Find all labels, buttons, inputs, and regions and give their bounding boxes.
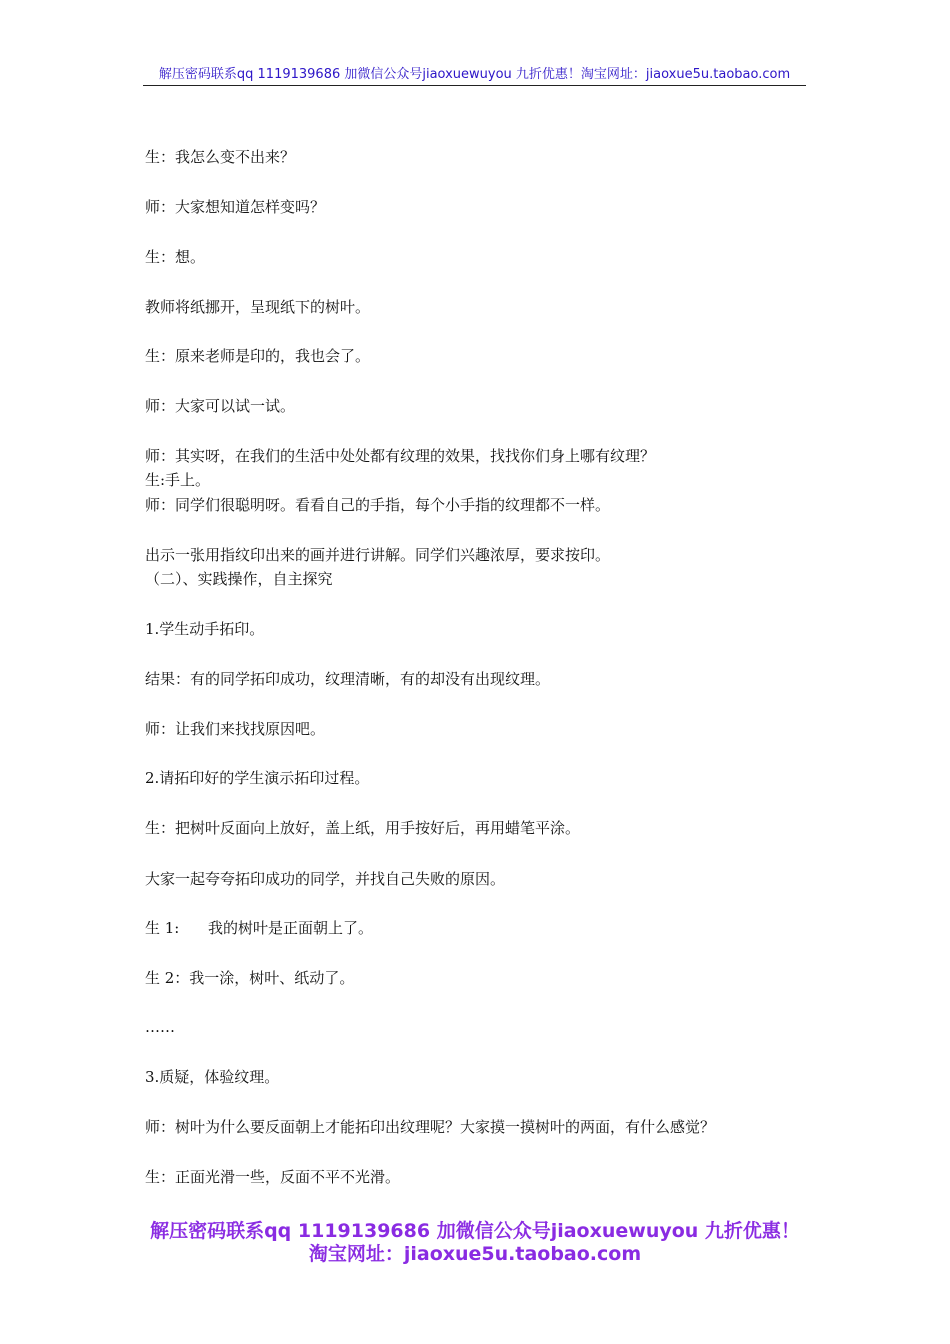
page-header: 解压密码联系qq 1119139686 加微信公众号jiaoxuewuyou 九折优惠！淘宝网址：jiaoxue5u.taobao.com bbox=[143, 66, 806, 86]
ellipsis-line: …… bbox=[145, 1018, 175, 1036]
body-line-6: 师：大家可以试一试。 bbox=[145, 397, 296, 415]
body-line-16: 生：把树叶反面向上放好，盖上纸，用手按好后，再用蜡笔平涂。 bbox=[145, 819, 581, 837]
section-heading-2: （二）、实践操作，自主探究 bbox=[145, 570, 333, 588]
body-line-3: 生：想。 bbox=[145, 248, 206, 266]
body-line-4: 教师将纸挪开，呈现纸下的树叶。 bbox=[145, 298, 371, 316]
body-line-23: 生：正面光滑一些，反面不平不光滑。 bbox=[145, 1168, 401, 1186]
body-line-21: 3.质疑，体验纹理。 bbox=[145, 1068, 280, 1086]
body-line-10: 出示一张用指纹印出来的画并进行讲解。同学们兴趣浓厚，要求按印。 bbox=[145, 546, 611, 564]
body-line-15: 2.请拓印好的学生演示拓印过程。 bbox=[145, 769, 370, 787]
body-line-8: 生:手上。 bbox=[145, 471, 211, 489]
footer-line-1: 解压密码联系qq 1119139686 加微信公众号jiaoxuewuyou 九折优惠！ bbox=[150, 1220, 800, 1242]
body-line-5: 生：原来老师是印的，我也会了。 bbox=[145, 347, 371, 365]
body-line-13: 结果：有的同学拓印成功，纹理清晰，有的却没有出现纹理。 bbox=[145, 670, 551, 688]
body-line-18: 生 1: 我的树叶是正面朝上了。 bbox=[145, 919, 373, 937]
body-line-2: 师：大家想知道怎样变吗？ bbox=[145, 198, 326, 216]
body-line-9: 师：同学们很聪明呀。看看自己的手指，每个小手指的纹理都不一样。 bbox=[145, 496, 611, 514]
body-line-14: 师：让我们来找找原因吧。 bbox=[145, 720, 326, 738]
body-line-7: 师：其实呀，在我们的生活中处处都有纹理的效果，找找你们身上哪有纹理？ bbox=[145, 447, 656, 465]
body-line-17: 大家一起夸夸拓印成功的同学，并找自己失败的原因。 bbox=[145, 870, 506, 888]
footer-line-2: 淘宝网址：jiaoxue5u.taobao.com bbox=[308, 1243, 642, 1265]
body-line-1: 生：我怎么变不出来？ bbox=[145, 148, 296, 166]
body-line-19: 生 2：我一涂，树叶、纸动了。 bbox=[145, 969, 355, 987]
body-line-22: 师：树叶为什么要反面朝上才能拓印出纹理呢？大家摸一摸树叶的两面，有什么感觉？ bbox=[145, 1118, 716, 1136]
body-line-12: 1.学生动手拓印。 bbox=[145, 620, 265, 638]
